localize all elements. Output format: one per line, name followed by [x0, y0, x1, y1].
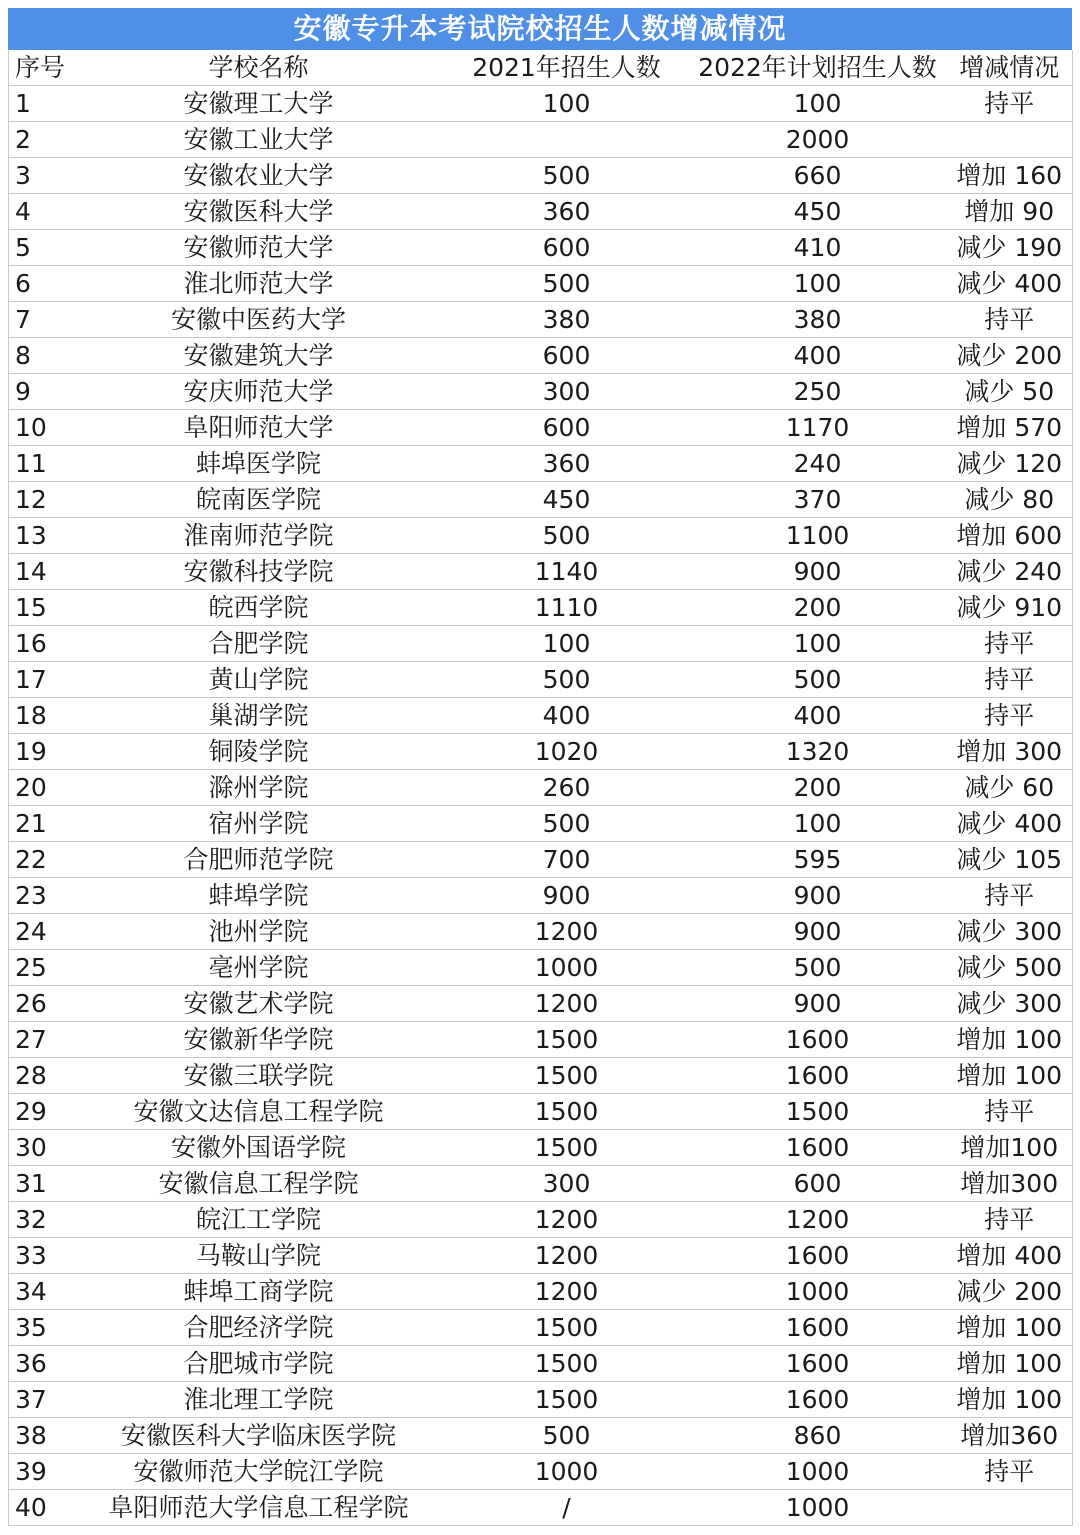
table-row: [9, 1166, 1073, 1202]
cell-2021-enrollment: /: [445, 1490, 689, 1526]
cell-2021-enrollment: 360: [445, 194, 689, 230]
cell-2021-enrollment: 1110: [445, 590, 689, 626]
cell-2022-plan: 1600: [689, 1058, 947, 1094]
table-row: [9, 590, 1073, 626]
cell-school-name: 安徽新华学院: [73, 1022, 445, 1058]
cell-change: 持平: [947, 302, 1073, 338]
cell-2021-enrollment: 500: [445, 806, 689, 842]
cell-seq: 21: [9, 806, 73, 842]
table-row: [9, 302, 1073, 338]
cell-2022-plan: 1000: [689, 1454, 947, 1490]
cell-school-name: 蚌埠工商学院: [73, 1274, 445, 1310]
header-seq: 序号: [9, 50, 73, 86]
cell-school-name: 安徽中医药大学: [73, 302, 445, 338]
cell-2022-plan: 595: [689, 842, 947, 878]
cell-change: 减少 105: [947, 842, 1073, 878]
cell-2022-plan: 1600: [689, 1130, 947, 1166]
cell-change: 持平: [947, 1202, 1073, 1238]
cell-2021-enrollment: 400: [445, 698, 689, 734]
cell-2021-enrollment: 1200: [445, 1274, 689, 1310]
cell-seq: 14: [9, 554, 73, 590]
table-row: [9, 1418, 1073, 1454]
cell-change: 增加 90: [947, 194, 1073, 230]
cell-school-name: 安徽文达信息工程学院: [73, 1094, 445, 1130]
cell-school-name: 皖西学院: [73, 590, 445, 626]
cell-school-name: 安徽师范大学皖江学院: [73, 1454, 445, 1490]
cell-2021-enrollment: 600: [445, 338, 689, 374]
cell-school-name: 安徽师范大学: [73, 230, 445, 266]
cell-2022-plan: 900: [689, 914, 947, 950]
cell-change: [947, 1490, 1073, 1526]
cell-2021-enrollment: 900: [445, 878, 689, 914]
cell-change: 持平: [947, 662, 1073, 698]
cell-change: 持平: [947, 698, 1073, 734]
cell-seq: 37: [9, 1382, 73, 1418]
cell-seq: 2: [9, 122, 73, 158]
cell-change: 增加 100: [947, 1022, 1073, 1058]
cell-school-name: 皖江工学院: [73, 1202, 445, 1238]
cell-2021-enrollment: 1200: [445, 1238, 689, 1274]
cell-school-name: 淮北理工学院: [73, 1382, 445, 1418]
table-row: [9, 122, 1073, 158]
cell-change: 减少 240: [947, 554, 1073, 590]
cell-change: 持平: [947, 1094, 1073, 1130]
table-row: [9, 1490, 1073, 1526]
cell-2021-enrollment: 260: [445, 770, 689, 806]
cell-seq: 10: [9, 410, 73, 446]
cell-2021-enrollment: 600: [445, 230, 689, 266]
cell-school-name: 安徽外国语学院: [73, 1130, 445, 1166]
cell-school-name: 安徽建筑大学: [73, 338, 445, 374]
table-row: [9, 86, 1073, 122]
cell-seq: 28: [9, 1058, 73, 1094]
cell-school-name: 阜阳师范大学: [73, 410, 445, 446]
cell-2022-plan: 370: [689, 482, 947, 518]
cell-school-name: 马鞍山学院: [73, 1238, 445, 1274]
cell-2021-enrollment: 100: [445, 626, 689, 662]
cell-2021-enrollment: 500: [445, 266, 689, 302]
cell-seq: 11: [9, 446, 73, 482]
cell-2022-plan: 400: [689, 338, 947, 374]
table-row: [9, 626, 1073, 662]
cell-change: 增加100: [947, 1130, 1073, 1166]
cell-seq: 3: [9, 158, 73, 194]
header-2021-enrollment: 2021年招生人数: [445, 50, 689, 86]
cell-school-name: 淮南师范学院: [73, 518, 445, 554]
table-row: [9, 842, 1073, 878]
cell-seq: 34: [9, 1274, 73, 1310]
cell-2021-enrollment: 1500: [445, 1382, 689, 1418]
cell-2022-plan: 100: [689, 626, 947, 662]
table-row: [9, 1058, 1073, 1094]
cell-seq: 24: [9, 914, 73, 950]
table-row: [9, 554, 1073, 590]
cell-seq: 35: [9, 1310, 73, 1346]
cell-change: 增加 600: [947, 518, 1073, 554]
cell-2022-plan: 240: [689, 446, 947, 482]
cell-seq: 27: [9, 1022, 73, 1058]
cell-2022-plan: 200: [689, 770, 947, 806]
cell-2021-enrollment: 500: [445, 1418, 689, 1454]
cell-2021-enrollment: 1020: [445, 734, 689, 770]
cell-2021-enrollment: 1140: [445, 554, 689, 590]
cell-2022-plan: 1600: [689, 1310, 947, 1346]
cell-2022-plan: 100: [689, 266, 947, 302]
cell-school-name: 安徽医科大学: [73, 194, 445, 230]
cell-2021-enrollment: 450: [445, 482, 689, 518]
table-row: [9, 518, 1073, 554]
cell-2022-plan: 1600: [689, 1022, 947, 1058]
cell-2022-plan: 600: [689, 1166, 947, 1202]
cell-change: 减少 400: [947, 806, 1073, 842]
cell-seq: 15: [9, 590, 73, 626]
cell-school-name: 安徽医科大学临床医学院: [73, 1418, 445, 1454]
table-row: [9, 698, 1073, 734]
cell-2021-enrollment: 300: [445, 1166, 689, 1202]
cell-school-name: 阜阳师范大学信息工程学院: [73, 1490, 445, 1526]
table-row: [9, 806, 1073, 842]
cell-seq: 7: [9, 302, 73, 338]
cell-change: 减少 400: [947, 266, 1073, 302]
cell-seq: 30: [9, 1130, 73, 1166]
cell-2021-enrollment: 1000: [445, 950, 689, 986]
table-row: [9, 1346, 1073, 1382]
table-row: [9, 662, 1073, 698]
cell-2021-enrollment: 700: [445, 842, 689, 878]
cell-2021-enrollment: 380: [445, 302, 689, 338]
table-row: [9, 878, 1073, 914]
table-row: [9, 950, 1073, 986]
cell-2022-plan: 100: [689, 806, 947, 842]
cell-2022-plan: 900: [689, 986, 947, 1022]
cell-school-name: 安徽信息工程学院: [73, 1166, 445, 1202]
cell-change: 持平: [947, 878, 1073, 914]
cell-school-name: 安徽农业大学: [73, 158, 445, 194]
cell-change: 持平: [947, 626, 1073, 662]
cell-change: 减少 80: [947, 482, 1073, 518]
table-row: [9, 410, 1073, 446]
cell-school-name: 滁州学院: [73, 770, 445, 806]
cell-seq: 12: [9, 482, 73, 518]
cell-2022-plan: 1000: [689, 1274, 947, 1310]
cell-seq: 39: [9, 1454, 73, 1490]
cell-2022-plan: 900: [689, 554, 947, 590]
enrollment-table: [8, 50, 1073, 1526]
cell-2022-plan: 1000: [689, 1490, 947, 1526]
cell-school-name: 安徽科技学院: [73, 554, 445, 590]
cell-school-name: 安徽三联学院: [73, 1058, 445, 1094]
table-row: [9, 194, 1073, 230]
cell-2021-enrollment: 1500: [445, 1346, 689, 1382]
cell-2021-enrollment: 500: [445, 158, 689, 194]
table-row: [9, 446, 1073, 482]
table-row: [9, 482, 1073, 518]
cell-seq: 22: [9, 842, 73, 878]
table-row: [9, 1130, 1073, 1166]
cell-change: 持平: [947, 86, 1073, 122]
cell-school-name: 安徽艺术学院: [73, 986, 445, 1022]
cell-2021-enrollment: 1500: [445, 1130, 689, 1166]
cell-seq: 32: [9, 1202, 73, 1238]
cell-2022-plan: 100: [689, 86, 947, 122]
cell-2021-enrollment: 1500: [445, 1310, 689, 1346]
header-row: [9, 50, 1073, 86]
cell-seq: 18: [9, 698, 73, 734]
cell-2022-plan: 380: [689, 302, 947, 338]
cell-change: 增加 400: [947, 1238, 1073, 1274]
table-row: [9, 914, 1073, 950]
table-title: 安徽专升本考试院校招生人数增减情况: [8, 8, 1072, 50]
cell-2022-plan: 1600: [689, 1238, 947, 1274]
header-school-name: 学校名称: [73, 50, 445, 86]
cell-seq: 9: [9, 374, 73, 410]
cell-change: 增加 570: [947, 410, 1073, 446]
cell-seq: 6: [9, 266, 73, 302]
table-row: [9, 1310, 1073, 1346]
cell-seq: 16: [9, 626, 73, 662]
cell-seq: 29: [9, 1094, 73, 1130]
cell-2021-enrollment: 1200: [445, 986, 689, 1022]
cell-school-name: 合肥师范学院: [73, 842, 445, 878]
cell-seq: 23: [9, 878, 73, 914]
cell-school-name: 合肥经济学院: [73, 1310, 445, 1346]
cell-2022-plan: 900: [689, 878, 947, 914]
table-row: [9, 1454, 1073, 1490]
cell-school-name: 合肥城市学院: [73, 1346, 445, 1382]
cell-2022-plan: 1600: [689, 1382, 947, 1418]
cell-2022-plan: 660: [689, 158, 947, 194]
cell-2022-plan: 1170: [689, 410, 947, 446]
cell-change: [947, 122, 1073, 158]
cell-change: 增加 100: [947, 1346, 1073, 1382]
cell-seq: 13: [9, 518, 73, 554]
cell-change: 减少 120: [947, 446, 1073, 482]
cell-change: 持平: [947, 1454, 1073, 1490]
cell-2021-enrollment: 500: [445, 518, 689, 554]
cell-seq: 4: [9, 194, 73, 230]
header-2022-plan: 2022年计划招生人数: [689, 50, 947, 86]
table-row: [9, 158, 1073, 194]
cell-2022-plan: 500: [689, 950, 947, 986]
cell-2021-enrollment: 300: [445, 374, 689, 410]
cell-change: 减少 200: [947, 338, 1073, 374]
cell-2021-enrollment: 1200: [445, 1202, 689, 1238]
header-change: 增减情况: [947, 50, 1073, 86]
cell-school-name: 亳州学院: [73, 950, 445, 986]
cell-2022-plan: 1500: [689, 1094, 947, 1130]
cell-change: 增加360: [947, 1418, 1073, 1454]
cell-2021-enrollment: 1200: [445, 914, 689, 950]
cell-2021-enrollment: 600: [445, 410, 689, 446]
cell-2022-plan: 200: [689, 590, 947, 626]
cell-school-name: 巢湖学院: [73, 698, 445, 734]
cell-school-name: 淮北师范大学: [73, 266, 445, 302]
cell-school-name: 皖南医学院: [73, 482, 445, 518]
cell-change: 减少 300: [947, 986, 1073, 1022]
cell-seq: 20: [9, 770, 73, 806]
cell-change: 减少 60: [947, 770, 1073, 806]
cell-school-name: 宿州学院: [73, 806, 445, 842]
cell-2022-plan: 250: [689, 374, 947, 410]
table-row: [9, 1382, 1073, 1418]
cell-2022-plan: 410: [689, 230, 947, 266]
cell-2021-enrollment: [445, 122, 689, 158]
table-row: [9, 1094, 1073, 1130]
table-row: [9, 1202, 1073, 1238]
cell-seq: 31: [9, 1166, 73, 1202]
cell-change: 增加 300: [947, 734, 1073, 770]
cell-school-name: 黄山学院: [73, 662, 445, 698]
cell-seq: 5: [9, 230, 73, 266]
cell-change: 增加300: [947, 1166, 1073, 1202]
cell-school-name: 安徽工业大学: [73, 122, 445, 158]
table-row: [9, 230, 1073, 266]
cell-2022-plan: 2000: [689, 122, 947, 158]
cell-seq: 19: [9, 734, 73, 770]
cell-change: 增加 100: [947, 1058, 1073, 1094]
cell-seq: 36: [9, 1346, 73, 1382]
table-row: [9, 338, 1073, 374]
cell-change: 减少 300: [947, 914, 1073, 950]
table-row: [9, 1238, 1073, 1274]
cell-2021-enrollment: 1500: [445, 1058, 689, 1094]
table-row: [9, 374, 1073, 410]
cell-change: 增加 100: [947, 1310, 1073, 1346]
cell-change: 减少 200: [947, 1274, 1073, 1310]
cell-seq: 33: [9, 1238, 73, 1274]
cell-seq: 8: [9, 338, 73, 374]
cell-2021-enrollment: 1500: [445, 1094, 689, 1130]
cell-2021-enrollment: 1000: [445, 1454, 689, 1490]
cell-2021-enrollment: 360: [445, 446, 689, 482]
table-row: [9, 986, 1073, 1022]
cell-school-name: 铜陵学院: [73, 734, 445, 770]
cell-seq: 17: [9, 662, 73, 698]
cell-change: 减少 910: [947, 590, 1073, 626]
cell-school-name: 安徽理工大学: [73, 86, 445, 122]
cell-school-name: 蚌埠学院: [73, 878, 445, 914]
cell-2021-enrollment: 100: [445, 86, 689, 122]
cell-school-name: 蚌埠医学院: [73, 446, 445, 482]
table-row: [9, 1022, 1073, 1058]
cell-2021-enrollment: 1500: [445, 1022, 689, 1058]
cell-2022-plan: 1100: [689, 518, 947, 554]
table-row: [9, 734, 1073, 770]
cell-2021-enrollment: 500: [445, 662, 689, 698]
cell-seq: 40: [9, 1490, 73, 1526]
cell-school-name: 池州学院: [73, 914, 445, 950]
table-row: [9, 770, 1073, 806]
cell-change: 减少 500: [947, 950, 1073, 986]
cell-change: 增加 160: [947, 158, 1073, 194]
cell-seq: 26: [9, 986, 73, 1022]
cell-2022-plan: 450: [689, 194, 947, 230]
cell-2022-plan: 500: [689, 662, 947, 698]
table-row: [9, 1274, 1073, 1310]
spreadsheet: [8, 8, 1072, 1526]
cell-2022-plan: 860: [689, 1418, 947, 1454]
cell-change: 减少 50: [947, 374, 1073, 410]
cell-change: 增加 100: [947, 1382, 1073, 1418]
cell-school-name: 合肥学院: [73, 626, 445, 662]
table-row: [9, 266, 1073, 302]
cell-seq: 38: [9, 1418, 73, 1454]
cell-2022-plan: 1200: [689, 1202, 947, 1238]
cell-change: 减少 190: [947, 230, 1073, 266]
cell-seq: 1: [9, 86, 73, 122]
cell-2022-plan: 1600: [689, 1346, 947, 1382]
cell-school-name: 安庆师范大学: [73, 374, 445, 410]
cell-seq: 25: [9, 950, 73, 986]
cell-2022-plan: 400: [689, 698, 947, 734]
cell-2022-plan: 1320: [689, 734, 947, 770]
